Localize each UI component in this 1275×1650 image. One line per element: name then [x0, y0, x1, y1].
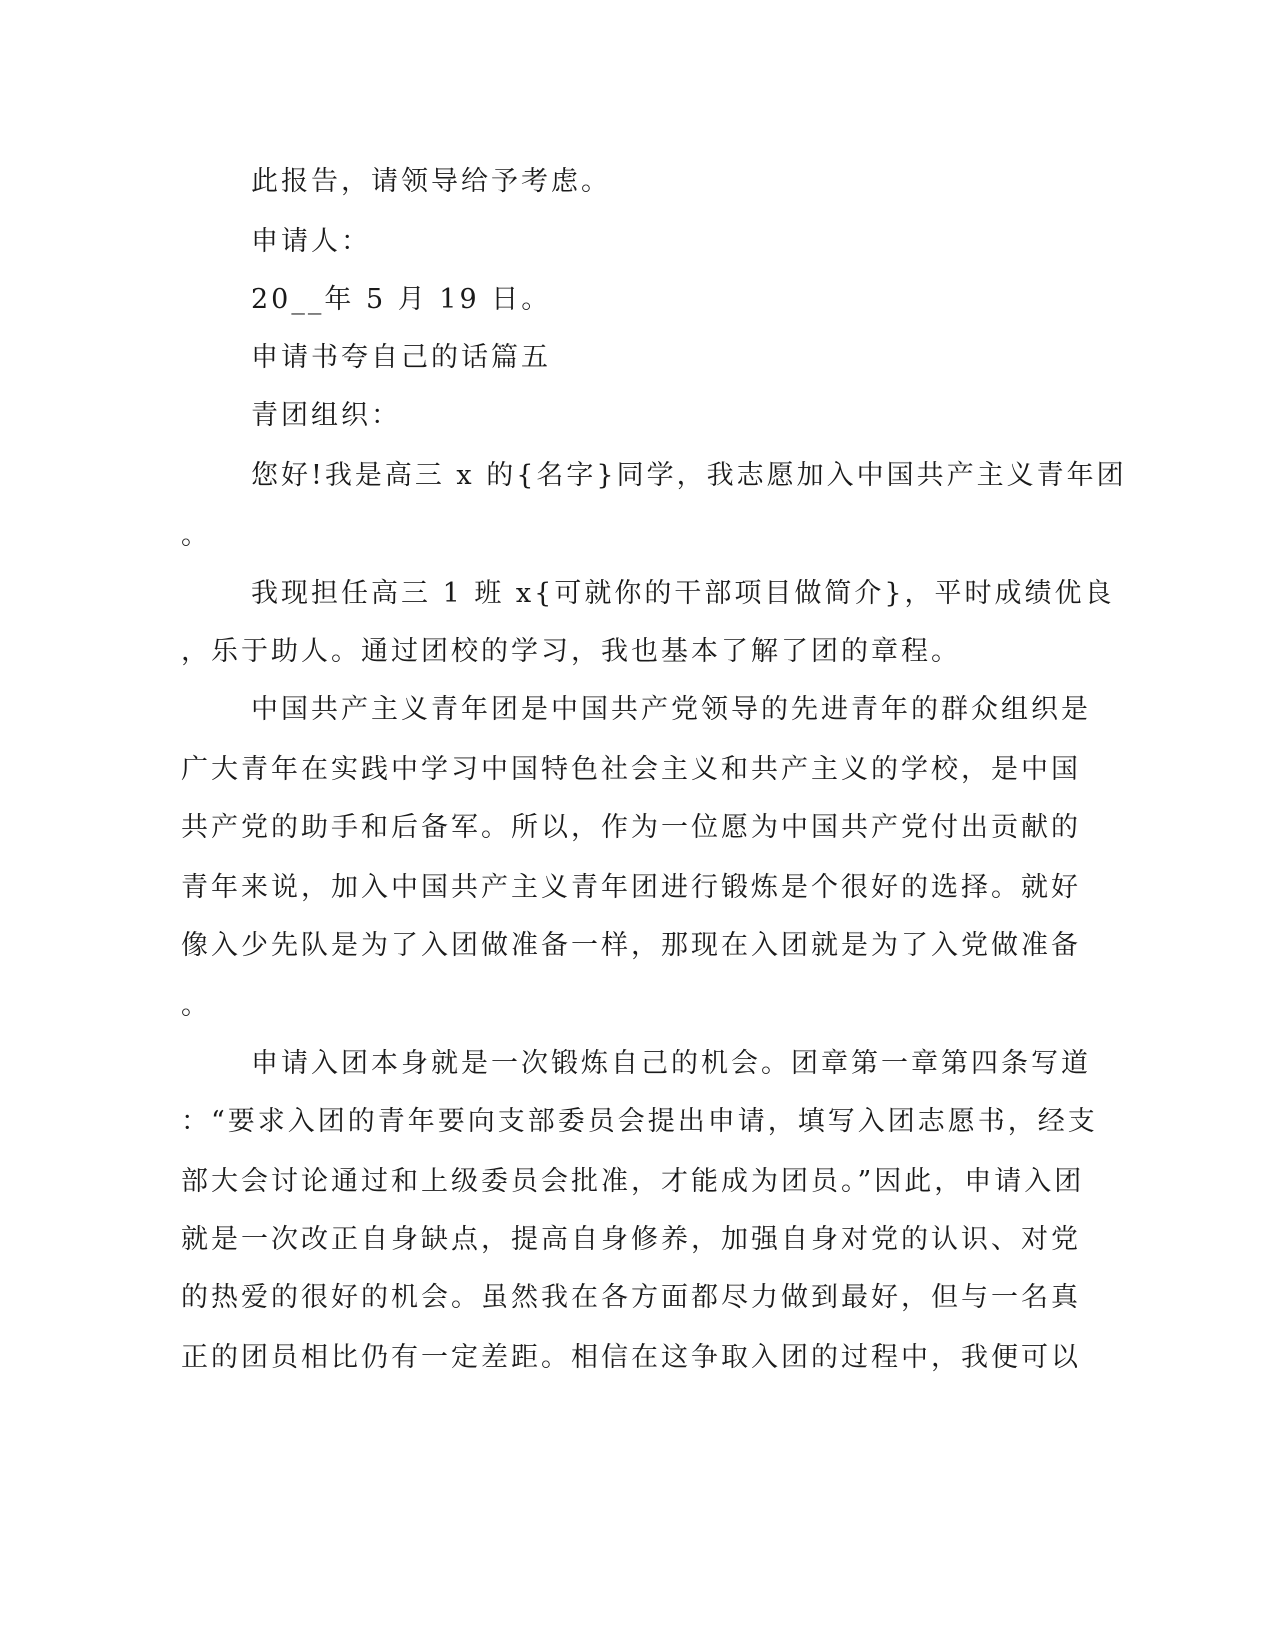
text-line: ，乐于助人。通过团校的学习，我也基本了解了团的章程。 — [181, 636, 961, 667]
text-line: ：“要求入团的青年要向支部委员会提出申请，填写入团志愿书，经支 — [181, 1106, 1098, 1137]
text-line: 申请入团本身就是一次锻炼自己的机会。团章第一章第四条写道 — [251, 1048, 1091, 1079]
text-line: 您好!我是高三 x 的{名字}同学，我志愿加入中国共产主义青年团 — [251, 460, 1127, 491]
text-line: 。 — [181, 520, 211, 551]
section-heading: 申请书夸自己的话篇五 — [251, 342, 551, 373]
text-line: 中国共产主义青年团是中国共产党领导的先进青年的群众组织是 — [251, 694, 1091, 725]
text-line: 像入少先队是为了入团做准备一样，那现在入团就是为了入党做准备 — [181, 930, 1081, 961]
text-line: 20__年 5 月 19 日。 — [251, 284, 552, 315]
text-line: 青团组织： — [251, 400, 401, 431]
text-line: 申请人： — [251, 226, 371, 257]
text-line: 青年来说，加入中国共产主义青年团进行锻炼是个很好的选择。就好 — [181, 872, 1081, 903]
text-line: 的热爱的很好的机会。虽然我在各方面都尽力做到最好，但与一名真 — [181, 1282, 1081, 1313]
text-line: 正的团员相比仍有一定差距。相信在这争取入团的过程中，我便可以 — [181, 1342, 1081, 1373]
text-line: 共产党的助手和后备军。所以，作为一位愿为中国共产党付出贡献的 — [181, 812, 1081, 843]
text-line: 部大会讨论通过和上级委员会批准，才能成为团员。”因此，申请入团 — [181, 1166, 1085, 1197]
text-line: 我现担任高三 1 班 x{可就你的干部项目做简介}，平时成绩优良 — [251, 578, 1115, 609]
text-line: 就是一次改正自身缺点，提高自身修养，加强自身对党的认识、对党 — [181, 1224, 1081, 1255]
text-line: 。 — [181, 990, 211, 1021]
text-line: 此报告，请领导给予考虑。 — [251, 166, 611, 197]
text-line: 广大青年在实践中学习中国特色社会主义和共产主义的学校，是中国 — [181, 754, 1081, 785]
